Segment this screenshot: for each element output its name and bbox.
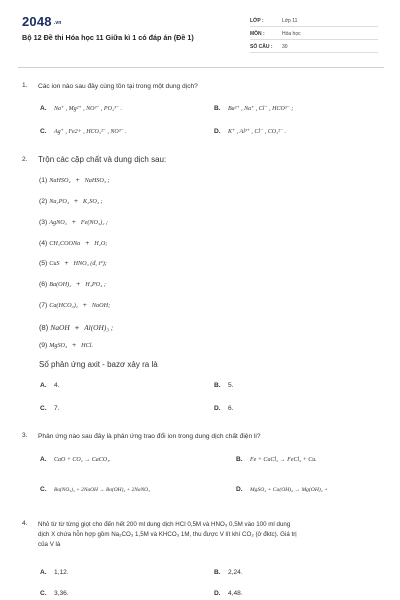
option-b[interactable]: B. Fe + CuCl₂ → FeCl₂ + Cu. xyxy=(236,456,317,463)
option-d[interactable]: D. 4,48. xyxy=(214,590,243,597)
mixture-pair: (7) Ca(HCO₃)₂ + NaOH; xyxy=(39,302,111,309)
option-a[interactable]: A. Na⁺ , Mg²⁺ , NO³⁻ , PO₄³⁻ . xyxy=(40,105,122,112)
mixture-pair: (8) NaOH + Al(OH)₃ ; xyxy=(39,323,114,332)
question-number: 2. xyxy=(22,156,28,163)
mixture-pair: (9) MgSO₄ + HCl. xyxy=(39,342,94,349)
mixture-pair: (2) Na₃PO₄ + K₂SO₄ ; xyxy=(39,198,103,205)
option-d[interactable]: D. MgSO₄ + Ca(OH)₂ → Mg(OH)₂ + xyxy=(236,486,328,493)
option-a[interactable]: A. 1,12. xyxy=(40,569,69,576)
mixture-pair: (1) NaHSO₄ + NaHSO₃ ; xyxy=(39,177,110,184)
meta-row-subject: MÔN : Hóa học xyxy=(250,28,378,40)
question-number: 4. xyxy=(22,520,28,527)
site-logo[interactable]: 2048 .vn xyxy=(22,14,62,29)
document-title: Bộ 12 Đề thi Hóa học 11 Giữa kì 1 có đáp án (Đề 1) xyxy=(22,33,194,42)
option-c[interactable]: C. 7. xyxy=(40,405,60,412)
question-text-line-3: của V là xyxy=(38,541,61,548)
question-number: 3. xyxy=(22,432,28,439)
option-d[interactable]: D. 6. xyxy=(214,405,234,412)
option-d[interactable]: D. K⁺ , Al³⁺ , Cl⁻ , CO₃²⁻ . xyxy=(214,128,287,135)
question-text-line-2: dịch X chứa hỗn hợp gồm Na₂CO₃ 1,5M và KHCO₃ 1M, thu được V lít khí CO₂ (ở đktc). Giá trị xyxy=(38,531,297,538)
option-a[interactable]: A. 4. xyxy=(40,382,60,389)
option-c[interactable]: C. Ba(NO₃)₂ + 2NaOH → Ba(OH)₂ + 2NaNO₃ xyxy=(40,486,150,493)
question-text: Trộn các cặp chất và dung dịch sau: xyxy=(38,155,167,164)
option-b[interactable]: B. 2,24. xyxy=(214,569,243,576)
option-c[interactable]: C. 3,36. xyxy=(40,590,69,597)
document-header xyxy=(0,0,400,70)
question-text: Các ion nào sau đây cùng tồn tại trong một dung dịch? xyxy=(38,83,198,90)
option-a[interactable]: A. CaO + CO₂ → CaCO₃. xyxy=(40,456,111,463)
meta-row-question-count: SỐ CÂU : 30 xyxy=(250,41,378,53)
question-number: 1. xyxy=(22,82,28,89)
meta-table xyxy=(250,15,378,54)
mixture-pair: (4) CH₃COONa + H₂O; xyxy=(39,240,108,247)
mixture-pair: (6) Ba(OH)₂ + H₃PO₄ ; xyxy=(39,281,106,288)
option-b[interactable]: B. Ba²⁺ , Na⁺ , Cl⁻ , HCO³⁻ ; xyxy=(214,105,294,112)
mixture-pair: (5) CuS + HNO₃ (đ, t°); xyxy=(39,260,107,267)
meta-row-class: LỚP : Lớp 11 xyxy=(250,15,378,27)
question-text-line-1: Nhỏ từ từ từng giọt cho đến hết 200 ml dung dịch HCl 0,5M và HNO₃ 0,5M vào 100 ml dung xyxy=(38,521,291,528)
option-b[interactable]: B. 5. xyxy=(214,382,234,389)
mixture-pair: (3) AgNO₃ + Fe(NO₃)₂ ; xyxy=(39,219,108,226)
option-c[interactable]: C. Ag⁺ , Fe2+ , HCO₃²⁻ , NO³⁻ . xyxy=(40,128,127,135)
question-summary: Số phản ứng axit - bazơ xảy ra là xyxy=(39,360,158,369)
header-divider xyxy=(18,67,384,68)
question-text: Phản ứng nào sau đây là phản ứng trao đổi ion trong dung dịch chất điện li? xyxy=(38,433,261,440)
